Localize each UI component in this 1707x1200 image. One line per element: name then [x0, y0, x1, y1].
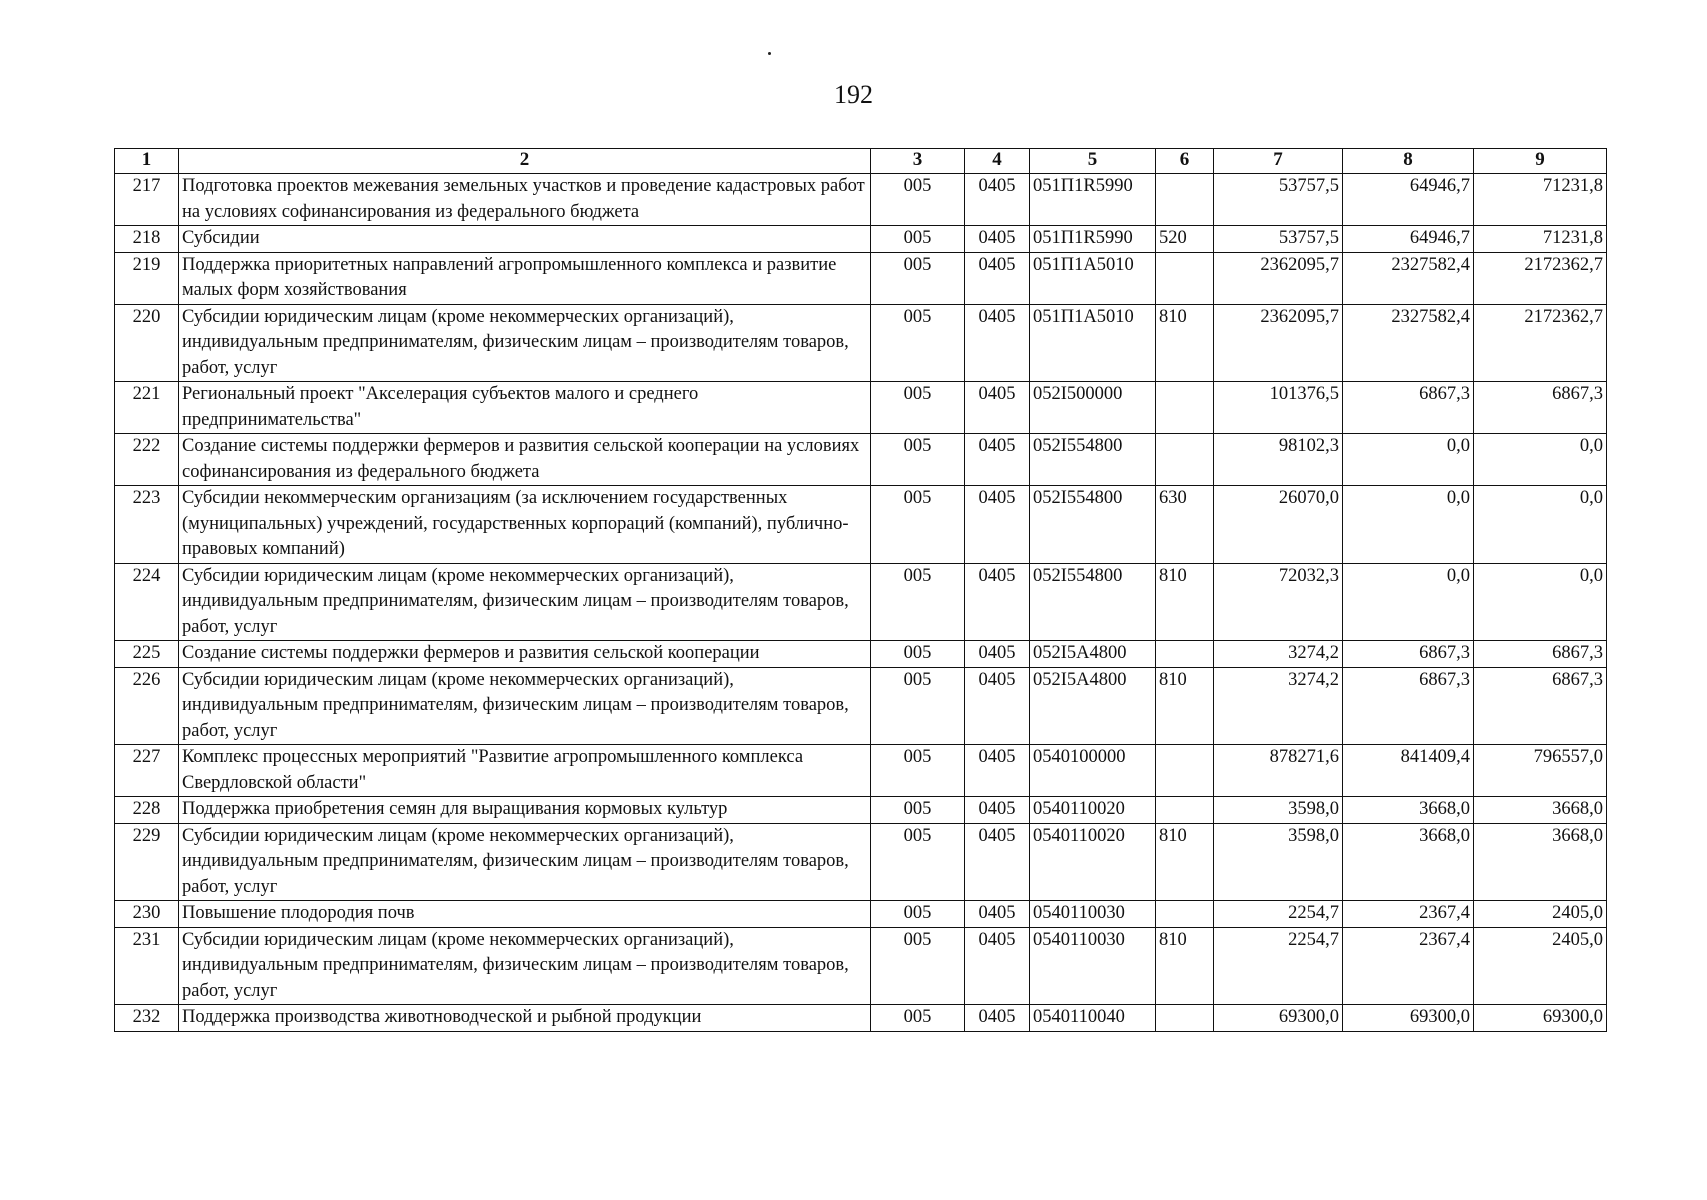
section-code-cell: 0405 [965, 901, 1030, 928]
item-name-cell: Повышение плодородия почв [179, 901, 871, 928]
amount-year3-cell: 2405,0 [1474, 927, 1607, 1005]
row-number-cell: 223 [115, 486, 179, 564]
row-number-cell: 229 [115, 823, 179, 901]
amount-year2-cell: 6867,3 [1343, 382, 1474, 434]
amount-year2-cell: 3668,0 [1343, 797, 1474, 824]
row-number-cell: 225 [115, 641, 179, 668]
expense-type-cell: 810 [1156, 304, 1214, 382]
target-article-cell: 052I5A4800 [1030, 667, 1156, 745]
ministry-code-cell: 005 [871, 434, 965, 486]
target-article-cell: 052I554800 [1030, 434, 1156, 486]
table-row [115, 1005, 1607, 1032]
row-number-cell: 230 [115, 901, 179, 928]
item-name-cell: Субсидии некоммерческим организациям (за исключением государственных (муниципальных) учреждений, государственных корпораций (компаний), публично-правовых компаний) [179, 486, 871, 564]
row-number-cell: 217 [115, 174, 179, 226]
row-number-cell: 220 [115, 304, 179, 382]
header-col-8: 8 [1343, 149, 1474, 174]
section-code-cell: 0405 [965, 927, 1030, 1005]
amount-year2-cell: 2367,4 [1343, 927, 1474, 1005]
section-code-cell: 0405 [965, 226, 1030, 253]
expense-type-cell [1156, 901, 1214, 928]
table-row [115, 901, 1607, 928]
amount-year1-cell: 2362095,7 [1214, 252, 1343, 304]
amount-year2-cell: 2327582,4 [1343, 304, 1474, 382]
ministry-code-cell: 005 [871, 901, 965, 928]
item-name-cell: Поддержка приобретения семян для выращивания кормовых культур [179, 797, 871, 824]
item-name-cell: Поддержка производства животноводческой и рыбной продукции [179, 1005, 871, 1032]
expense-type-cell: 810 [1156, 927, 1214, 1005]
expense-type-cell: 810 [1156, 563, 1214, 641]
ministry-code-cell: 005 [871, 745, 965, 797]
target-article-cell: 052I554800 [1030, 486, 1156, 564]
ministry-code-cell: 005 [871, 304, 965, 382]
item-name-cell: Субсидии юридическим лицам (кроме некоммерческих организаций), индивидуальным предпринимателям, физическим лицам – производителям товаров, работ, услуг [179, 667, 871, 745]
table-row [115, 226, 1607, 253]
table-row [115, 252, 1607, 304]
item-name-cell: Субсидии юридическим лицам (кроме некоммерческих организаций), индивидуальным предпринимателям, физическим лицам – производителям товаров, работ, услуг [179, 563, 871, 641]
table-row [115, 174, 1607, 226]
row-number-cell: 226 [115, 667, 179, 745]
section-code-cell: 0405 [965, 745, 1030, 797]
amount-year1-cell: 3274,2 [1214, 667, 1343, 745]
section-code-cell: 0405 [965, 797, 1030, 824]
amount-year1-cell: 2254,7 [1214, 901, 1343, 928]
item-name-cell: Поддержка приоритетных направлений агропромышленного комплекса и развитие малых форм хозяйствования [179, 252, 871, 304]
item-name-cell: Субсидии [179, 226, 871, 253]
amount-year1-cell: 3598,0 [1214, 823, 1343, 901]
amount-year3-cell: 2172362,7 [1474, 304, 1607, 382]
ministry-code-cell: 005 [871, 226, 965, 253]
amount-year2-cell: 0,0 [1343, 486, 1474, 564]
table-row [115, 434, 1607, 486]
header-col-6: 6 [1156, 149, 1214, 174]
row-number-cell: 227 [115, 745, 179, 797]
table-row [115, 823, 1607, 901]
expense-type-cell [1156, 745, 1214, 797]
row-number-cell: 218 [115, 226, 179, 253]
target-article-cell: 0540100000 [1030, 745, 1156, 797]
target-article-cell: 051П1R5990 [1030, 226, 1156, 253]
amount-year1-cell: 3598,0 [1214, 797, 1343, 824]
amount-year2-cell: 6867,3 [1343, 667, 1474, 745]
amount-year3-cell: 71231,8 [1474, 226, 1607, 253]
amount-year3-cell: 3668,0 [1474, 823, 1607, 901]
amount-year2-cell: 0,0 [1343, 563, 1474, 641]
header-col-7: 7 [1214, 149, 1343, 174]
scan-speck [768, 52, 771, 55]
amount-year2-cell: 841409,4 [1343, 745, 1474, 797]
item-name-cell: Региональный проект "Акселерация субъектов малого и среднего предпринимательства" [179, 382, 871, 434]
table-row [115, 382, 1607, 434]
target-article-cell: 052I500000 [1030, 382, 1156, 434]
amount-year2-cell: 69300,0 [1343, 1005, 1474, 1032]
target-article-cell: 052I554800 [1030, 563, 1156, 641]
header-col-3: 3 [871, 149, 965, 174]
budget-table [114, 148, 1607, 1032]
target-article-cell: 0540110040 [1030, 1005, 1156, 1032]
expense-type-cell [1156, 252, 1214, 304]
expense-type-cell [1156, 174, 1214, 226]
section-code-cell: 0405 [965, 252, 1030, 304]
item-name-cell: Создание системы поддержки фермеров и развития сельской кооперации на условиях софинансирования из федерального бюджета [179, 434, 871, 486]
table-header [115, 149, 1607, 174]
section-code-cell: 0405 [965, 641, 1030, 668]
expense-type-cell: 630 [1156, 486, 1214, 564]
amount-year1-cell: 53757,5 [1214, 174, 1343, 226]
amount-year1-cell: 98102,3 [1214, 434, 1343, 486]
target-article-cell: 052I5A4800 [1030, 641, 1156, 668]
expense-type-cell: 810 [1156, 667, 1214, 745]
table-row [115, 563, 1607, 641]
target-article-cell: 0540110030 [1030, 901, 1156, 928]
section-code-cell: 0405 [965, 434, 1030, 486]
amount-year3-cell: 6867,3 [1474, 382, 1607, 434]
amount-year2-cell: 64946,7 [1343, 174, 1474, 226]
row-number-cell: 232 [115, 1005, 179, 1032]
expense-type-cell [1156, 382, 1214, 434]
row-number-cell: 219 [115, 252, 179, 304]
table-row [115, 927, 1607, 1005]
amount-year1-cell: 69300,0 [1214, 1005, 1343, 1032]
ministry-code-cell: 005 [871, 927, 965, 1005]
amount-year3-cell: 2172362,7 [1474, 252, 1607, 304]
amount-year3-cell: 0,0 [1474, 563, 1607, 641]
item-name-cell: Подготовка проектов межевания земельных участков и проведение кадастровых работ на условиях софинансирования из федерального бюджета [179, 174, 871, 226]
amount-year2-cell: 2327582,4 [1343, 252, 1474, 304]
ministry-code-cell: 005 [871, 382, 965, 434]
table-row [115, 745, 1607, 797]
target-article-cell: 0540110020 [1030, 823, 1156, 901]
header-col-2: 2 [179, 149, 871, 174]
ministry-code-cell: 005 [871, 563, 965, 641]
item-name-cell: Создание системы поддержки фермеров и развития сельской кооперации [179, 641, 871, 668]
target-article-cell: 051П1А5010 [1030, 304, 1156, 382]
table-row [115, 667, 1607, 745]
item-name-cell: Субсидии юридическим лицам (кроме некоммерческих организаций), индивидуальным предпринимателям, физическим лицам – производителям товаров, работ, услуг [179, 304, 871, 382]
header-col-4: 4 [965, 149, 1030, 174]
ministry-code-cell: 005 [871, 667, 965, 745]
amount-year3-cell: 6867,3 [1474, 641, 1607, 668]
ministry-code-cell: 005 [871, 1005, 965, 1032]
row-number-cell: 224 [115, 563, 179, 641]
amount-year3-cell: 0,0 [1474, 486, 1607, 564]
amount-year2-cell: 64946,7 [1343, 226, 1474, 253]
section-code-cell: 0405 [965, 486, 1030, 564]
section-code-cell: 0405 [965, 304, 1030, 382]
ministry-code-cell: 005 [871, 486, 965, 564]
header-row [115, 149, 1607, 174]
amount-year3-cell: 3668,0 [1474, 797, 1607, 824]
section-code-cell: 0405 [965, 667, 1030, 745]
amount-year1-cell: 53757,5 [1214, 226, 1343, 253]
amount-year1-cell: 26070,0 [1214, 486, 1343, 564]
section-code-cell: 0405 [965, 1005, 1030, 1032]
amount-year1-cell: 72032,3 [1214, 563, 1343, 641]
amount-year1-cell: 878271,6 [1214, 745, 1343, 797]
amount-year1-cell: 2254,7 [1214, 927, 1343, 1005]
section-code-cell: 0405 [965, 563, 1030, 641]
section-code-cell: 0405 [965, 382, 1030, 434]
amount-year2-cell: 6867,3 [1343, 641, 1474, 668]
expense-type-cell [1156, 1005, 1214, 1032]
expense-type-cell: 810 [1156, 823, 1214, 901]
header-col-9: 9 [1474, 149, 1607, 174]
amount-year2-cell: 0,0 [1343, 434, 1474, 486]
row-number-cell: 222 [115, 434, 179, 486]
target-article-cell: 051П1А5010 [1030, 252, 1156, 304]
table-row [115, 486, 1607, 564]
ministry-code-cell: 005 [871, 641, 965, 668]
amount-year3-cell: 69300,0 [1474, 1005, 1607, 1032]
item-name-cell: Субсидии юридическим лицам (кроме некоммерческих организаций), индивидуальным предпринимателям, физическим лицам – производителям товаров, работ, услуг [179, 823, 871, 901]
amount-year1-cell: 101376,5 [1214, 382, 1343, 434]
item-name-cell: Субсидии юридическим лицам (кроме некоммерческих организаций), индивидуальным предпринимателям, физическим лицам – производителям товаров, работ, услуг [179, 927, 871, 1005]
table-row [115, 797, 1607, 824]
amount-year2-cell: 2367,4 [1343, 901, 1474, 928]
header-col-5: 5 [1030, 149, 1156, 174]
table-row [115, 304, 1607, 382]
ministry-code-cell: 005 [871, 797, 965, 824]
expense-type-cell [1156, 641, 1214, 668]
amount-year1-cell: 3274,2 [1214, 641, 1343, 668]
row-number-cell: 221 [115, 382, 179, 434]
ministry-code-cell: 005 [871, 823, 965, 901]
amount-year1-cell: 2362095,7 [1214, 304, 1343, 382]
header-col-1: 1 [115, 149, 179, 174]
expense-type-cell: 520 [1156, 226, 1214, 253]
section-code-cell: 0405 [965, 823, 1030, 901]
ministry-code-cell: 005 [871, 252, 965, 304]
section-code-cell: 0405 [965, 174, 1030, 226]
target-article-cell: 051П1R5990 [1030, 174, 1156, 226]
ministry-code-cell: 005 [871, 174, 965, 226]
page-number: 192 [834, 80, 873, 109]
target-article-cell: 0540110030 [1030, 927, 1156, 1005]
expense-type-cell [1156, 434, 1214, 486]
amount-year3-cell: 0,0 [1474, 434, 1607, 486]
amount-year3-cell: 796557,0 [1474, 745, 1607, 797]
amount-year3-cell: 6867,3 [1474, 667, 1607, 745]
target-article-cell: 0540110020 [1030, 797, 1156, 824]
table-body [115, 174, 1607, 1032]
item-name-cell: Комплекс процессных мероприятий "Развитие агропромышленного комплекса Свердловской области" [179, 745, 871, 797]
row-number-cell: 228 [115, 797, 179, 824]
amount-year3-cell: 71231,8 [1474, 174, 1607, 226]
row-number-cell: 231 [115, 927, 179, 1005]
amount-year3-cell: 2405,0 [1474, 901, 1607, 928]
table-row [115, 641, 1607, 668]
expense-type-cell [1156, 797, 1214, 824]
amount-year2-cell: 3668,0 [1343, 823, 1474, 901]
